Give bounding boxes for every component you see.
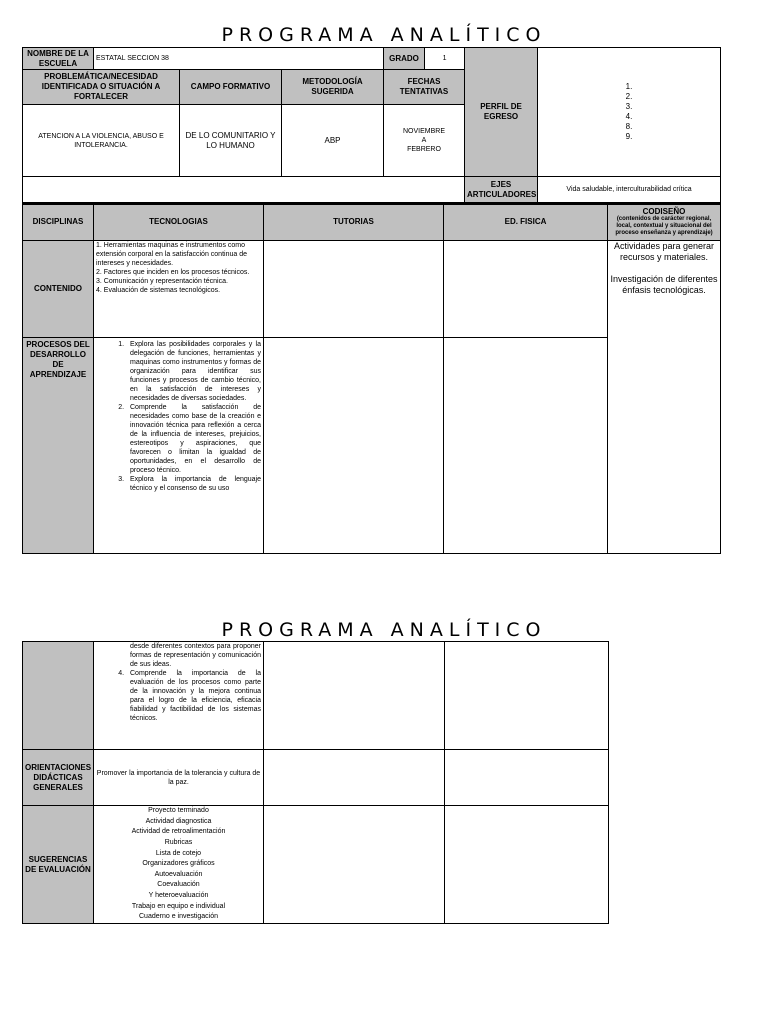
perfil-item: 1. bbox=[625, 82, 633, 91]
fechas-label: FECHAS TENTATIVAS bbox=[384, 70, 465, 105]
campo-label: CAMPO FORMATIVO bbox=[180, 70, 282, 105]
sugerencia-item: Organizadores gráficos bbox=[142, 860, 215, 868]
page-title-1: PROGRAMA ANALÍTICO bbox=[221, 24, 547, 46]
fechas-sep: A bbox=[421, 137, 427, 144]
fechas-start: NOVIEMBRE bbox=[403, 128, 446, 135]
edfisica-procesos-cell bbox=[444, 337, 608, 553]
sugerencia-item: Proyecto terminado bbox=[148, 807, 209, 815]
codiseno-cell bbox=[608, 240, 721, 553]
sugerencia-item: Trabajo en equipo e individual bbox=[131, 902, 226, 910]
metodologia-value: ABP bbox=[282, 105, 384, 177]
contenido-item: 1. Herramientas maquinas e instrumentos como extensión corporal en la satisfacción continua de intereses y necesidades. bbox=[96, 241, 247, 267]
tutorias-header: TUTORIAS bbox=[264, 204, 444, 240]
fechas-value bbox=[384, 105, 465, 177]
perfil-label: PERFIL DE EGRESO bbox=[465, 48, 538, 177]
ejes-value: Vida saludable, interculturabilidad crítica bbox=[538, 177, 721, 203]
sugerencia-item: Coevaluación bbox=[157, 881, 200, 889]
ejes-label: EJES ARTICULADORES bbox=[465, 177, 538, 203]
edfisica-sugerencias-cell bbox=[445, 806, 609, 924]
sugerencias-label: SUGERENCIAS DE EVALUACIÓN bbox=[23, 806, 94, 924]
sugerencia-item: Actividad diagnostica bbox=[145, 817, 212, 825]
procesos-item: 2. Comprende la satisfacción de necesidades como base de la creación e innovación técnica para reflexión a cerca de la influencia de intereses, prejuicios, estereotipos y aspiraciones, que favorecen o limitan la igualdad de oportunidades, en el desarrollo de proceso técnico. bbox=[126, 403, 261, 475]
contenido-label: CONTENIDO bbox=[23, 240, 94, 337]
nombre-label: NOMBRE DE LA ESCUELA bbox=[23, 48, 94, 70]
main-table-1 bbox=[22, 203, 721, 554]
contenido-item: 4. Evaluación de sistemas tecnológicos. bbox=[96, 286, 221, 294]
procesos-item: 1. Explora las posibilidades corporales y la delegación de funciones, herramientas y maquinas como instrumentos y formas de organización para identificar sus funciones y procesos de cambio técnico, en la satisfacción de intereses y necesidades de diversas sociedades. bbox=[126, 340, 261, 403]
procesos-label: PROCESOS DEL DESARROLLO DE APRENDIZAJE bbox=[23, 337, 94, 553]
sugerencia-item: Autoevaluación bbox=[154, 870, 203, 878]
nombre-value: ESTATAL SECCION 38 bbox=[94, 48, 384, 70]
page-title-2: PROGRAMA ANALÍTICO bbox=[221, 619, 547, 641]
procesos-list bbox=[94, 337, 264, 553]
main-table-2 bbox=[22, 641, 609, 924]
sugerencia-item: Y heteroevaluación bbox=[148, 891, 209, 899]
edfisica-contenido-cell bbox=[444, 240, 608, 337]
codiseno-header bbox=[608, 204, 721, 240]
contenido-item: 2. Factores que inciden en los procesos técnicos. bbox=[96, 268, 250, 276]
perfil-item: 2. bbox=[625, 92, 633, 101]
metodologia-label: METODOLOGÍA SUGERIDA bbox=[282, 70, 384, 105]
sugerencias-list bbox=[94, 806, 264, 924]
perfil-item: 8. bbox=[625, 122, 633, 131]
orientaciones-label: ORIENTACIONES DIDÁCTICAS GENERALES bbox=[23, 750, 94, 806]
codiseno-title: CODISEÑO bbox=[642, 206, 686, 216]
edfisica-orientaciones-cell bbox=[445, 750, 609, 806]
edfisica-cont-cell bbox=[445, 642, 609, 750]
codiseno-text-2: Investigación de diferentes énfasis tecnológicas. bbox=[610, 273, 718, 295]
codiseno-subtitle: (contenidos de carácter regional, local, contextual y situacional del proceso enseñanza y aprendizaje) bbox=[615, 215, 713, 236]
grado-label: GRADO bbox=[384, 48, 425, 70]
campo-value: DE LO COMUNITARIO Y LO HUMANO bbox=[180, 105, 282, 177]
perfil-item: 3. bbox=[625, 102, 633, 111]
procesos-cont-text: desde diferentes contextos para proponer formas de representación y comunicación de sus ideas. bbox=[130, 643, 261, 668]
tutorias-contenido-cell bbox=[264, 240, 444, 337]
tutorias-cont-cell bbox=[264, 642, 445, 750]
tutorias-procesos-cell bbox=[264, 337, 444, 553]
contenido-list bbox=[94, 240, 264, 337]
disciplinas-header: DISCIPLINAS bbox=[23, 204, 94, 240]
header-table bbox=[22, 47, 721, 203]
fechas-end: FEBRERO bbox=[407, 146, 441, 153]
problematica-label: PROBLEMÁTICA/NECESIDAD IDENTIFICADA O SITUACIÓN A FORTALECER bbox=[23, 70, 180, 105]
tutorias-sugerencias-cell bbox=[264, 806, 445, 924]
perfil-item: 9. bbox=[625, 132, 633, 141]
contenido-item: 3. Comunicación y representación técnica. bbox=[96, 277, 228, 285]
grado-value: 1 bbox=[425, 48, 465, 70]
edfisica-header: ED. FISICA bbox=[444, 204, 608, 240]
perfil-item: 4. bbox=[625, 112, 633, 121]
perfil-list bbox=[538, 48, 721, 177]
tecnologias-header: TECNOLOGIAS bbox=[94, 204, 264, 240]
orientaciones-value: Promover la importancia de la tolerancia y cultura de la paz. bbox=[94, 750, 264, 806]
problematica-value: ATENCION A LA VIOLENCIA, ABUSO E INTOLERANCIA. bbox=[23, 105, 180, 177]
sugerencia-item: Rubricas bbox=[164, 839, 193, 847]
procesos-cont-list bbox=[94, 642, 264, 750]
sugerencia-item: Cuaderno e investigación bbox=[139, 913, 218, 921]
sugerencia-item: Actividad de retroalimentación bbox=[131, 828, 226, 836]
codiseno-text-1: Actividades para generar recursos y materiales. bbox=[613, 240, 715, 262]
sugerencia-item: Lista de cotejo bbox=[155, 849, 202, 857]
procesos-cont-label bbox=[23, 642, 94, 750]
procesos-item-4: 4. Comprende la importancia de la evaluación de los procesos como parte de la innovación y la mejora continua para el logro de la eficiencia, eficacia fiabilidad y factibilidad de los sistemas técnicos. bbox=[126, 669, 261, 723]
tutorias-orientaciones-cell bbox=[264, 750, 445, 806]
empty-cell bbox=[23, 177, 465, 203]
procesos-item: 3. Explora la importancia de lenguaje técnico y el consenso de su uso bbox=[126, 475, 261, 493]
